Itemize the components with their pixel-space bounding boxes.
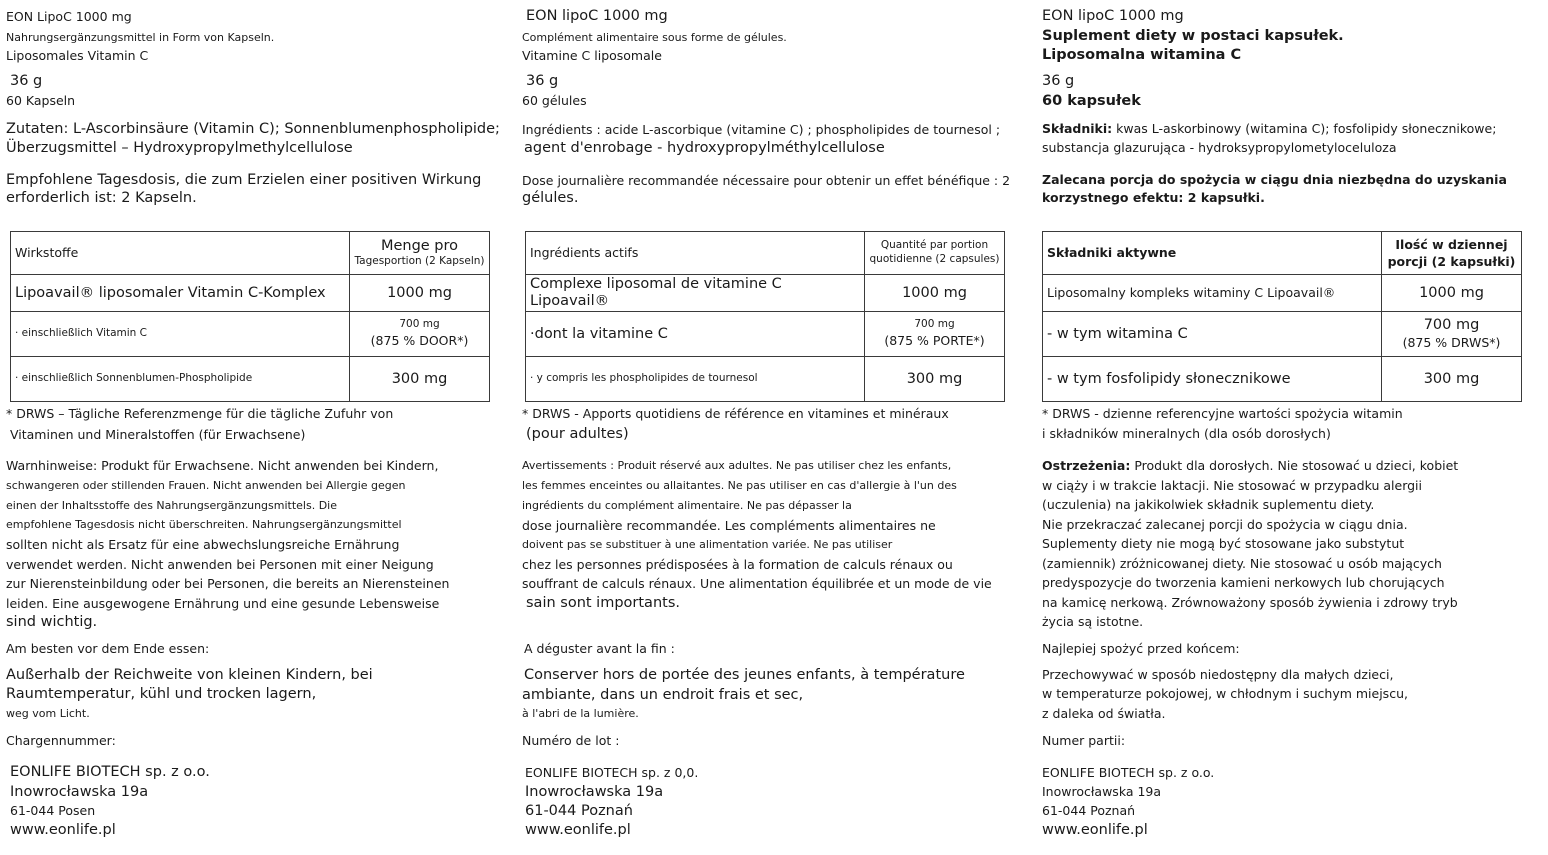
daily-dose-line-2: korzystnego efektu: 2 kapsułki.: [1042, 190, 1265, 205]
daily-dose-line-2: gélules.: [522, 190, 579, 206]
warning-line-7: souffrant de calculs rénaux. Une alimentation équilibrée et un mode de vie: [522, 576, 992, 591]
drws-note-line-2: Vitaminen und Mineralstoffen (für Erwachsene): [10, 427, 306, 442]
table-row-vitamin-c-name: · einschließlich Vitamin C: [11, 312, 350, 357]
storage-line-1: Przechowywać w sposób niedostępny dla małych dzieci,: [1042, 667, 1394, 682]
warning-line-3: (uczulenia) na jakikolwiek składnik suplementu diety.: [1042, 497, 1375, 512]
warning-line-7: zur Nierensteinbildung oder bei Personen, die bereits an Nierensteinen: [6, 576, 450, 591]
product-form: Nahrungsergänzungsmittel in Form von Kapseln.: [6, 31, 275, 44]
best-before: Najlepiej spożyć przed końcem:: [1042, 641, 1240, 656]
ingredients-text: L-Ascorbinsäure (Vitamin C); Sonnenblumenphospholipide;: [73, 121, 500, 137]
table-row-complex-amount: 1000 mg: [1382, 275, 1522, 312]
company-website: www.eonlife.pl: [10, 822, 116, 838]
warning-line-1: Ostrzeżenia: Produkt dla dorosłych. Nie stosować u dzieci, kobiet: [1042, 458, 1459, 473]
ingredients-line-2: Überzugsmittel – Hydroxypropylmethylcellulose: [6, 140, 353, 156]
company-city: 61-044 Poznań: [1042, 803, 1136, 818]
product-name: EON lipoC 1000 mg: [526, 8, 668, 24]
table-header-active-ingredients: Wirkstoffe: [11, 232, 350, 275]
warning-line-2: les femmes enceintes ou allaitantes. Ne pas utiliser en cas d'allergie à l'un des: [522, 479, 957, 492]
table-row-complex-name: Complexe liposomal de vitamine C Lipoavail®: [526, 275, 865, 312]
warning-label: Avertissements :: [522, 459, 614, 472]
company-name: EONLIFE BIOTECH sp. z 0,0.: [525, 765, 699, 780]
product-name: EON lipoC 1000 mg: [1042, 8, 1184, 24]
warning-line-3: einen der Inhaltsstoffe des Nahrungsergänzungsmittels. Die: [6, 499, 338, 512]
best-before: Am besten vor dem Ende essen:: [6, 641, 210, 656]
company-website: www.eonlife.pl: [525, 822, 631, 838]
warning-line-2: schwangeren oder stillenden Frauen. Nicht anwenden bei Allergie gegen: [6, 479, 406, 492]
storage-line-2: w temperaturze pokojowej, w chłodnym i suchym miejscu,: [1042, 686, 1408, 701]
table-row-phospholipids-name: - w tym fosfolipidy słonecznikowe: [1043, 357, 1382, 402]
warning-line-1: Warnhinweise: Produkt für Erwachsene. Nicht anwenden bei Kindern,: [6, 458, 439, 473]
warning-line-4: empfohlene Tagesdosis nicht überschreiten. Nahrungsergänzungsmittel: [6, 518, 402, 531]
warning-line-5: Suplementy diety nie mogą być stosowane jako substytut: [1042, 536, 1405, 551]
drws-note-line-2: (pour adultes): [526, 426, 629, 442]
capsule-count: 60 kapsułek: [1042, 93, 1141, 109]
ingredients-line-1: [1042, 121, 1496, 136]
warning-line-5: sollten nicht als Ersatz für eine abwechslungsreiche Ernährung: [6, 537, 400, 552]
drws-note-line-1: * DRWS - dzienne referencyjne wartości spożycia witamin: [1042, 406, 1403, 421]
drws-note-line-1: * DRWS - Apports quotidiens de référence en vitamines et minéraux: [522, 406, 949, 421]
warning-line-9: życia są istotne.: [1042, 614, 1144, 629]
label-column-polish: [1040, 0, 1540, 855]
product-subtitle: Liposomales Vitamin C: [6, 48, 149, 63]
net-weight: 36 g: [526, 73, 559, 89]
ingredients-line-2: substancja glazurująca - hydroksypropylometyloceluloza: [1042, 140, 1397, 155]
storage-line-2: ambiante, dans un endroit frais et sec,: [522, 687, 804, 703]
product-name: EON LipoC 1000 mg: [6, 9, 132, 24]
product-form: Suplement diety w postaci kapsułek.: [1042, 28, 1344, 44]
ingredients-label: Ingrédients :: [522, 122, 601, 137]
label-column-french: [522, 0, 1022, 855]
warning-line-1: Avertissements : Produit réservé aux adultes. Ne pas utiliser chez les enfants,: [522, 459, 952, 472]
ingredients-line-1: [522, 122, 1000, 137]
table-row-vitamin-c-amount: 700 mg (875 % PORTE*): [865, 312, 1005, 357]
table-row-complex-amount: 1000 mg: [865, 275, 1005, 312]
ingredients-text: acide L-ascorbique (vitamine C) ; phospholipides de tournesol ;: [604, 122, 1001, 137]
storage-line-1: Conserver hors de portée des jeunes enfants, à température: [524, 667, 965, 683]
drws-note-line-1: * DRWS – Tägliche Referenzmenge für die tägliche Zufuhr von: [6, 406, 394, 421]
daily-dose-line-1: Empfohlene Tagesdosis, die zum Erzielen einer positiven Wirkung: [6, 172, 482, 188]
company-city: 61-044 Posen: [10, 803, 96, 818]
batch-number-label: Numer partii:: [1042, 733, 1126, 748]
company-street: Inowrocławska 19a: [10, 784, 149, 800]
table-header-active-ingredients: Składniki aktywne: [1043, 232, 1382, 275]
warning-line-2: w ciąży i w trakcie laktacji. Nie stosować w przypadku alergii: [1042, 478, 1422, 493]
table-row-phospholipids-name: · einschließlich Sonnenblumen-Phospholipide: [11, 357, 350, 402]
warning-line-6: (zamiennik) zróżnicowanej diety. Nie stosować u osób mających: [1042, 556, 1442, 571]
table-row-complex-name: Lipoavail® liposomaler Vitamin C-Komplex: [11, 275, 350, 312]
company-website: www.eonlife.pl: [1042, 822, 1148, 838]
ingredients-line-1: [6, 121, 500, 138]
warning-line-9: sind wichtig.: [6, 614, 98, 630]
capsule-count: 60 Kapseln: [6, 93, 76, 108]
drws-note-line-2: i składników mineralnych (dla osób dorosłych): [1042, 426, 1331, 441]
table-row-phospholipids-amount: 300 mg: [865, 357, 1005, 402]
warning-line-3: ingrédients du complément alimentaire. Ne pas dépasser la: [522, 499, 852, 512]
warning-line-7: predyspozycje do tworzenia kamieni nerkowych lub chorujących: [1042, 575, 1445, 590]
net-weight: 36 g: [1042, 73, 1075, 89]
warning-label: Warnhinweise:: [6, 458, 98, 473]
warning-line-8: leiden. Eine ausgewogene Ernährung und eine gesunde Lebensweise: [6, 596, 440, 611]
table-header-amount: Menge pro Tagesportion (2 Kapseln): [350, 232, 490, 275]
storage-line-1: Außerhalb der Reichweite von kleinen Kindern, bei: [6, 667, 373, 683]
table-row-phospholipids-amount: 300 mg: [1382, 357, 1522, 402]
nutrition-table: [10, 231, 490, 402]
warning-line-8: sain sont importants.: [526, 595, 680, 611]
warning-line-4: Nie przekraczać zalecanej porcji do spożycia w ciągu dnia.: [1042, 517, 1408, 532]
company-city: 61-044 Poznań: [525, 803, 633, 819]
warning-line-4: dose journalière recommandée. Les compléments alimentaires ne: [522, 518, 936, 533]
company-name: EONLIFE BIOTECH sp. z o.o.: [10, 764, 210, 780]
ingredients-text: kwas L-askorbinowy (witamina C); fosfolipidy słonecznikowe;: [1116, 121, 1497, 136]
product-subtitle: Vitamine C liposomale: [522, 48, 662, 63]
table-row-vitamin-c-amount: 700 mg (875 % DRWS*): [1382, 312, 1522, 357]
company-street: Inowrocławska 19a: [1042, 784, 1162, 799]
product-subtitle: Liposomalna witamina C: [1042, 47, 1242, 63]
batch-number-label: Numéro de lot :: [522, 733, 620, 748]
warning-line-8: na kamicę nerkową. Zrównoważony sposób żywienia i zdrowy tryb: [1042, 595, 1458, 610]
label-column-german: [6, 0, 506, 855]
daily-dose-line-1: Dose journalière recommandée nécessaire pour obtenir un effet bénéfique : 2: [522, 173, 1011, 188]
company-street: Inowrocławska 19a: [525, 784, 664, 800]
best-before: A déguster avant la fin :: [524, 641, 675, 656]
daily-dose-line-2: erforderlich ist: 2 Kapseln.: [6, 190, 197, 206]
table-row-phospholipids-name: · y compris les phospholipides de tournesol: [526, 357, 865, 402]
warning-line-5: doivent pas se substituer à une alimentation variée. Ne pas utiliser: [522, 538, 893, 551]
storage-line-3: à l'abri de la lumière.: [522, 707, 639, 720]
table-row-vitamin-c-name: - w tym witamina C: [1043, 312, 1382, 357]
table-row-vitamin-c-amount: 700 mg (875 % DOOR*): [350, 312, 490, 357]
table-header-amount: Ilość w dziennej porcji (2 kapsułki): [1382, 232, 1522, 275]
table-row-complex-name: Liposomalny kompleks witaminy C Lipoavail®: [1043, 275, 1382, 312]
table-row-complex-amount: 1000 mg: [350, 275, 490, 312]
table-header-active-ingredients: Ingrédients actifs: [526, 232, 865, 275]
daily-dose-line-1: Zalecana porcja do spożycia w ciągu dnia niezbędna do uzyskania: [1042, 172, 1507, 187]
storage-line-2: Raumtemperatur, kühl und trocken lagern,: [6, 686, 317, 702]
nutrition-table: [1042, 231, 1522, 402]
ingredients-label: Zutaten:: [6, 121, 69, 137]
table-row-vitamin-c-name: ·dont la vitamine C: [526, 312, 865, 357]
table-header-amount: Quantité par portion quotidienne (2 capsules): [865, 232, 1005, 275]
ingredients-line-2: agent d'enrobage - hydroxypropylméthylcellulose: [524, 140, 885, 156]
ingredients-label: Składniki:: [1042, 121, 1113, 136]
warning-label: Ostrzeżenia:: [1042, 458, 1131, 473]
batch-number-label: Chargennummer:: [6, 733, 116, 748]
warning-line-6: verwendet werden. Nicht anwenden bei Personen mit einer Neigung: [6, 557, 434, 572]
warning-line-6: chez les personnes prédisposées à la formation de calculs rénaux ou: [522, 557, 953, 572]
product-form: Complément alimentaire sous forme de gélules.: [522, 31, 787, 44]
storage-line-3: weg vom Licht.: [6, 707, 90, 720]
capsule-count: 60 gélules: [522, 93, 587, 108]
table-row-phospholipids-amount: 300 mg: [350, 357, 490, 402]
net-weight: 36 g: [10, 73, 43, 89]
company-name: EONLIFE BIOTECH sp. z o.o.: [1042, 765, 1215, 780]
nutrition-table: [525, 231, 1005, 402]
storage-line-3: z daleka od światła.: [1042, 706, 1166, 721]
